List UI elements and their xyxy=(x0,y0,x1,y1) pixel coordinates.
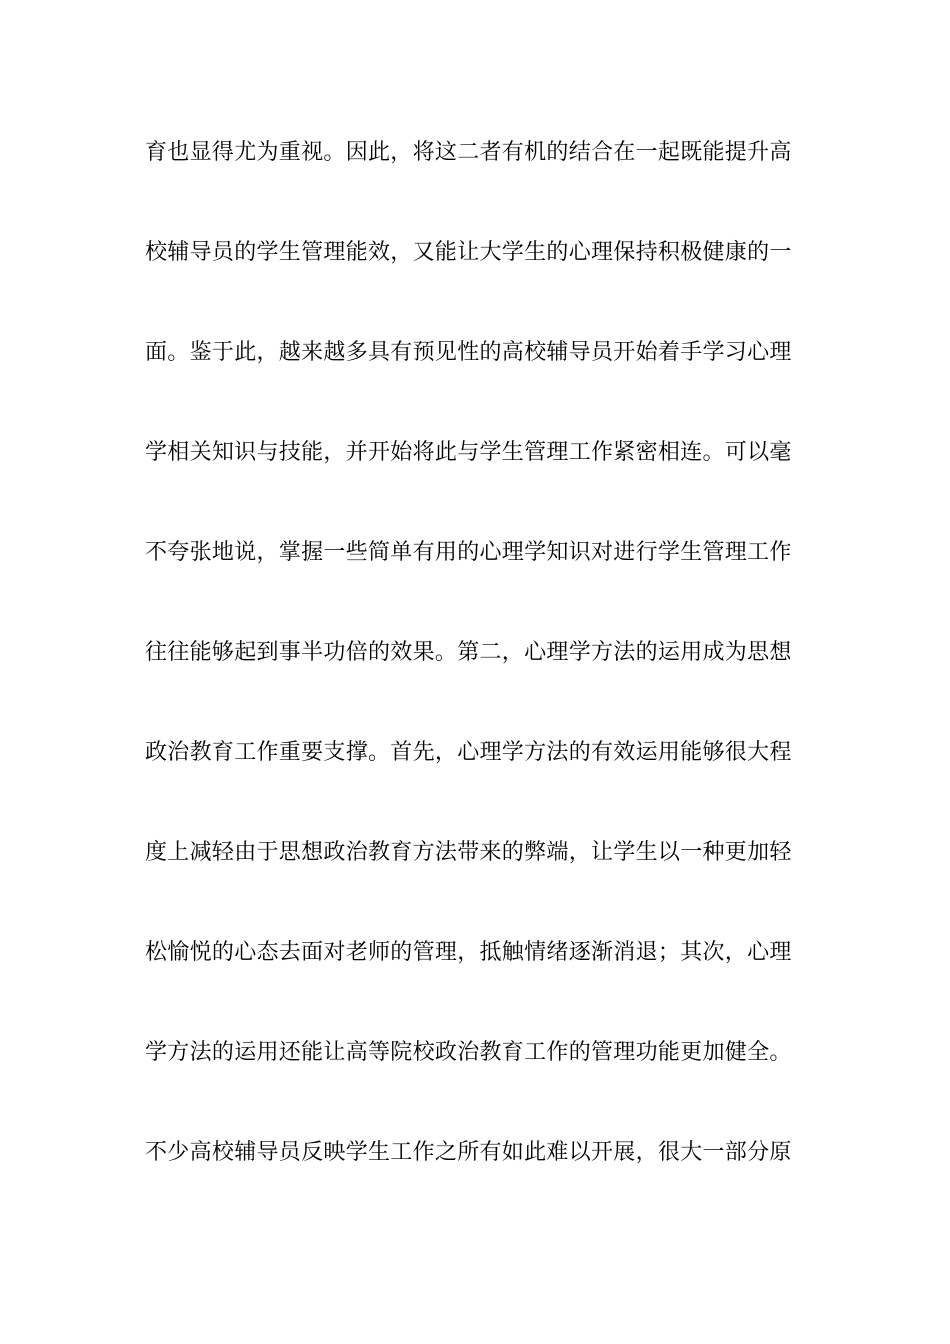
text-line: 往往能够起到事半功倍的效果。第二，心理学方法的运用成为思想 xyxy=(145,640,792,665)
text-line: 学相关知识与技能，并开始将此与学生管理工作紧密相连。可以毫 xyxy=(145,440,792,465)
text-line: 育也显得尤为重视。因此，将这二者有机的结合在一起既能提升高 xyxy=(145,140,792,165)
text-line: 松愉悦的心态去面对老师的管理，抵触情绪逐渐消退；其次，心理 xyxy=(145,940,792,965)
text-line: 面。鉴于此，越来越多具有预见性的高校辅导员开始着手学习心理 xyxy=(145,340,792,365)
text-line: 不夸张地说，掌握一些简单有用的心理学知识对进行学生管理工作 xyxy=(145,540,792,565)
text-line: 度上减轻由于思想政治教育方法带来的弊端，让学生以一种更加轻 xyxy=(145,840,792,865)
text-line: 政治教育工作重要支撑。首先，心理学方法的有效运用能够很大程 xyxy=(145,740,792,765)
text-line: 学方法的运用还能让高等院校政治教育工作的管理功能更加健全。 xyxy=(145,1040,792,1065)
text-line: 校辅导员的学生管理能效，又能让大学生的心理保持积极健康的一 xyxy=(145,240,792,265)
text-line: 不少高校辅导员反映学生工作之所有如此难以开展，很大一部分原 xyxy=(145,1140,792,1165)
body-text xyxy=(145,134,810,1234)
